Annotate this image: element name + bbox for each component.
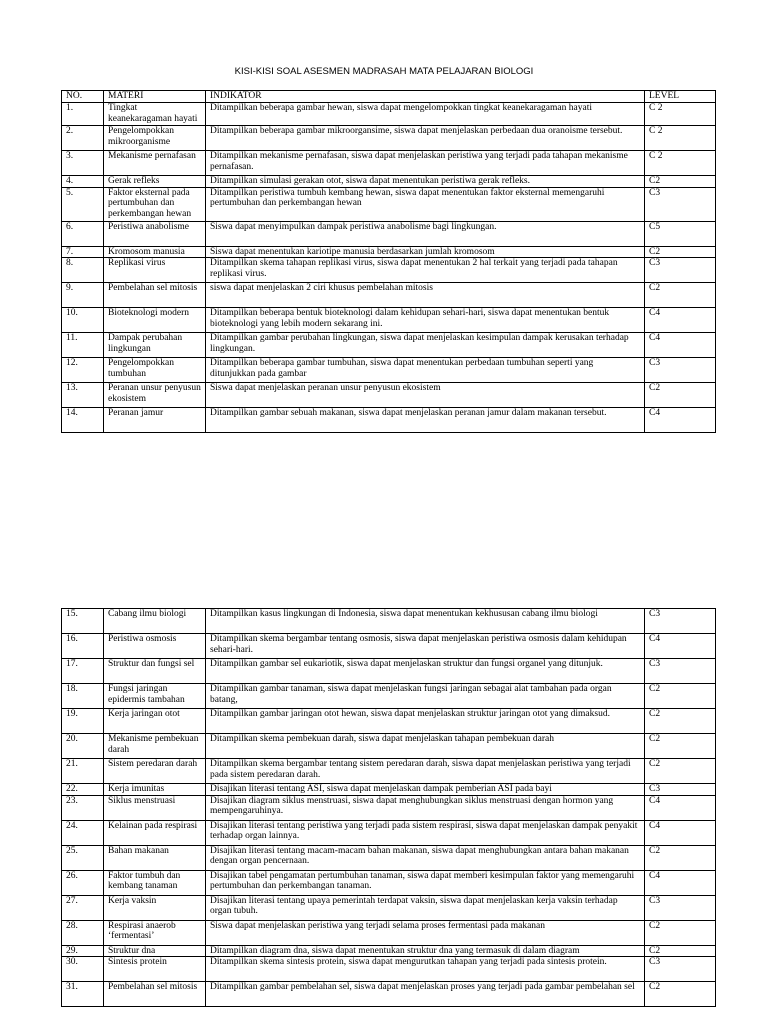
kisi-kisi-table-part-2 <box>61 608 716 1007</box>
row-materi: Sistem peredaran darah <box>104 759 206 784</box>
row-level: C2 <box>645 920 716 945</box>
row-indikator: Ditampilkan mekanisme pernafasan, siswa dapat menjelaskan peristiwa yang terjadi pada tahapan mekanisme pernafasan. <box>206 151 645 176</box>
row-number: 13. <box>62 383 104 408</box>
row-number: 5. <box>62 187 104 221</box>
row-number: 29. <box>62 945 104 957</box>
table-row <box>62 358 716 383</box>
row-level: C5 <box>645 221 716 246</box>
row-level: C4 <box>645 795 716 820</box>
row-number: 10. <box>62 308 104 333</box>
table-row <box>62 408 716 433</box>
row-number: 31. <box>62 982 104 1007</box>
row-number: 20. <box>62 734 104 759</box>
row-number: 28. <box>62 920 104 945</box>
table-row <box>62 945 716 957</box>
row-level: C3 <box>645 187 716 221</box>
row-level: C3 <box>645 358 716 383</box>
row-level: C4 <box>645 308 716 333</box>
row-number: 26. <box>62 870 104 895</box>
row-indikator: Ditampilkan beberapa gambar hewan, siswa dapat mengelompokkan tingkat keanekaragaman hayati <box>206 103 645 126</box>
table-row <box>62 308 716 333</box>
row-indikator: Ditampilkan gambar sebuah makanan, siswa dapat menjelaskan peranan jamur dalam makanan tersebut. <box>206 408 645 433</box>
row-level: C 2 <box>645 151 716 176</box>
row-level: C2 <box>645 709 716 734</box>
row-materi: Kerja imunitas <box>104 784 206 796</box>
row-number: 19. <box>62 709 104 734</box>
row-indikator: Ditampilkan kasus lingkungan di Indonesia, siswa dapat menentukan kekhususan cabang ilmu biologi <box>206 609 645 634</box>
row-number: 6. <box>62 221 104 246</box>
row-materi: Peranan unsur penyusun ekosistem <box>104 383 206 408</box>
row-materi: Peristiwa osmosis <box>104 634 206 659</box>
row-number: 16. <box>62 634 104 659</box>
table-row <box>62 151 716 176</box>
table-row <box>62 246 716 258</box>
table-row <box>62 684 716 709</box>
row-level: C4 <box>645 634 716 659</box>
row-level: C2 <box>645 759 716 784</box>
row-number: 1. <box>62 103 104 126</box>
row-indikator: Ditampilkan skema bergambar tentang sistem peredaran darah, siswa dapat menjelaskan peristiwa yang terjadi pada sistem peredaran darah. <box>206 759 645 784</box>
row-materi: Fungsi jaringan epidermis tambahan <box>104 684 206 709</box>
row-materi: Dampak perubahan lingkungan <box>104 333 206 358</box>
table-row <box>62 609 716 634</box>
row-level: C2 <box>645 982 716 1007</box>
row-number: 21. <box>62 759 104 784</box>
row-materi: Cabang ilmu biologi <box>104 609 206 634</box>
table-row <box>62 709 716 734</box>
row-materi: Mekanisme pernafasan <box>104 151 206 176</box>
row-number: 22. <box>62 784 104 796</box>
row-indikator: Disajikan literasi tentang peristiwa yang terjadi pada sistem respirasi, siswa dapat menjelaskan dampak penyakit terhadap organ lainnya. <box>206 820 645 845</box>
row-number: 7. <box>62 246 104 258</box>
row-materi: Kromosom manusia <box>104 246 206 258</box>
header-materi: MATERI <box>104 91 206 103</box>
row-materi: Peristiwa anabolisme <box>104 221 206 246</box>
row-materi: Respirasi anaerob ‘fermentasi’ <box>104 920 206 945</box>
row-level: C3 <box>645 957 716 982</box>
row-number: 23. <box>62 795 104 820</box>
table-row <box>62 870 716 895</box>
document-title: KISI-KISI SOAL ASESMEN MADRASAH MATA PELAJARAN BIOLOGI <box>234 66 534 77</box>
row-indikator: Siswa dapat menjelaskan peranan unsur penyusun ekosistem <box>206 383 645 408</box>
row-number: 8. <box>62 258 104 283</box>
row-indikator: siswa dapat menjelaskan 2 ciri khusus pembelahan mitosis <box>206 283 645 308</box>
row-materi: Struktur dan fungsi sel <box>104 659 206 684</box>
header-indikator: INDIKATOR <box>206 91 645 103</box>
row-materi: Tingkat keanekaragaman hayati <box>104 103 206 126</box>
row-indikator: Ditampilkan gambar sel eukariotik, siswa dapat menjelaskan struktur dan fungsi organel yang ditunjuk. <box>206 659 645 684</box>
kisi-kisi-table-part-1 <box>61 90 716 433</box>
row-indikator: Disajikan literasi tentang ASI, siswa dapat menjelaskan dampak pemberian ASI pada bayi <box>206 784 645 796</box>
table-row <box>62 187 716 221</box>
row-level: C 2 <box>645 103 716 126</box>
row-indikator: Ditampilkan gambar tanaman, siswa dapat menjelaskan fungsi jaringan sebagai alat tambahan pada organ batang, <box>206 684 645 709</box>
row-indikator: Ditampilkan skema pembekuan darah, siswa dapat menjelaskan tahapan pembekuan darah <box>206 734 645 759</box>
row-materi: Kelainan pada respirasi <box>104 820 206 845</box>
row-materi: Faktor tumbuh dan kembang tanaman <box>104 870 206 895</box>
row-indikator: Ditampilkan gambar jaringan otot hewan, siswa dapat menjelaskan struktur jaringan otot yang dimaksud. <box>206 709 645 734</box>
row-level: C2 <box>645 246 716 258</box>
row-indikator: Ditampilkan skema tahapan replikasi virus, siswa dapat menentukan 2 hal terkait yang terjadi pada tahapan replikasi virus. <box>206 258 645 283</box>
row-number: 25. <box>62 845 104 870</box>
table-row <box>62 895 716 920</box>
table-row <box>62 333 716 358</box>
row-level: C4 <box>645 408 716 433</box>
row-number: 18. <box>62 684 104 709</box>
row-level: C2 <box>645 945 716 957</box>
table-row <box>62 845 716 870</box>
row-materi: Siklus menstruasi <box>104 795 206 820</box>
row-level: C3 <box>645 784 716 796</box>
table-row <box>62 982 716 1007</box>
row-indikator: Ditampilkan beberapa bentuk bioteknologi dalam kehidupan sehari-hari, siswa dapat menentukan bentuk bioteknologi yang lebih modern sekarang ini. <box>206 308 645 333</box>
row-indikator: Siswa dapat menentukan kariotipe manusia berdasarkan jumlah kromosom <box>206 246 645 258</box>
row-number: 11. <box>62 333 104 358</box>
row-number: 9. <box>62 283 104 308</box>
table-row <box>62 920 716 945</box>
table-row <box>62 176 716 188</box>
table-row <box>62 784 716 796</box>
table-row <box>62 258 716 283</box>
table-row <box>62 634 716 659</box>
row-level: C3 <box>645 659 716 684</box>
row-materi: Gerak refleks <box>104 176 206 188</box>
row-materi: Struktur dna <box>104 945 206 957</box>
row-indikator: Disajikan diagram siklus menstruasi, siswa dapat menghubungkan siklus menstruasi dengan hormon yang mempengaruhinya. <box>206 795 645 820</box>
row-indikator: Siswa dapat menjelaskan peristiwa yang terjadi selama proses fermentasi pada makanan <box>206 920 645 945</box>
row-number: 30. <box>62 957 104 982</box>
row-materi: Faktor eksternal pada pertumbuhan dan perkembangan hewan <box>104 187 206 221</box>
row-indikator: Siswa dapat menyimpulkan dampak peristiwa anabolisme bagi lingkungan. <box>206 221 645 246</box>
row-indikator: Disajikan tabel pengamatan pertumbuhan tanaman, siswa dapat memberi kesimpulan faktor yang memengaruhi pertumbuhan dan perkembangan tanaman. <box>206 870 645 895</box>
row-level: C2 <box>645 283 716 308</box>
table-row <box>62 820 716 845</box>
row-number: 4. <box>62 176 104 188</box>
row-materi: Bioteknologi modern <box>104 308 206 333</box>
row-number: 12. <box>62 358 104 383</box>
row-indikator: Ditampilkan skema bergambar tentang osmosis, siswa dapat menjelaskan peristiwa osmosis dalam kehidupan sehari-hari. <box>206 634 645 659</box>
row-level: C4 <box>645 870 716 895</box>
row-indikator: Ditampilkan gambar pembelahan sel, siswa dapat menjelaskan proses yang terjadi pada gambar pembelahan sel <box>206 982 645 1007</box>
row-level: C4 <box>645 333 716 358</box>
row-materi: Peranan jamur <box>104 408 206 433</box>
table-row <box>62 659 716 684</box>
row-materi: Replikasi virus <box>104 258 206 283</box>
row-materi: Kerja jaringan otot <box>104 709 206 734</box>
table-row <box>62 795 716 820</box>
row-level: C2 <box>645 176 716 188</box>
header-level: LEVEL <box>645 91 716 103</box>
header-no: NO. <box>62 91 104 103</box>
row-materi: Pengelompokkan tumbuhan <box>104 358 206 383</box>
row-number: 15. <box>62 609 104 634</box>
row-indikator: Disajikan literasi tentang upaya pemerintah terdapat vaksin, siswa dapat menjelaskan kerja vaksin terhadap organ tubuh. <box>206 895 645 920</box>
row-number: 24. <box>62 820 104 845</box>
row-level: C2 <box>645 845 716 870</box>
table-row <box>62 957 716 982</box>
row-materi: Kerja vaksin <box>104 895 206 920</box>
row-level: C4 <box>645 820 716 845</box>
table-row <box>62 283 716 308</box>
table-row <box>62 383 716 408</box>
row-materi: Mekanisme pembekuan darah <box>104 734 206 759</box>
row-materi: Pengelompokkan mikroorganisme <box>104 126 206 151</box>
row-indikator: Ditampilkan beberapa gambar mikroorgansime, siswa dapat menjelaskan perbedaan dua oranoisme tersebut. <box>206 126 645 151</box>
row-level: C3 <box>645 895 716 920</box>
table-row <box>62 103 716 126</box>
row-number: 27. <box>62 895 104 920</box>
row-level: C2 <box>645 734 716 759</box>
row-materi: Pembelahan sel mitosis <box>104 982 206 1007</box>
row-indikator: Ditampilkan gambar perubahan lingkungan, siswa dapat menjelaskan kesimpulan dampak kerusakan terhadap lingkungan. <box>206 333 645 358</box>
row-number: 2. <box>62 126 104 151</box>
row-indikator: Ditampilkan diagram dna, siswa dapat menentukan struktur dna yang termasuk di dalam diagram <box>206 945 645 957</box>
table-row <box>62 734 716 759</box>
row-indikator: Disajikan literasi tentang macam-macam bahan makanan, siswa dapat menghubungkan antara bahan makanan dengan organ pencernaan. <box>206 845 645 870</box>
row-number: 14. <box>62 408 104 433</box>
row-number: 17. <box>62 659 104 684</box>
row-indikator: Ditampilkan beberapa gambar tumbuhan, siswa dapat menentukan perbedaan tumbuhan seperti yang ditunjukkan pada gambar <box>206 358 645 383</box>
row-indikator: Ditampilkan skema sintesis protein, siswa dapat mengurutkan tahapan yang terjadi pada sintesis protein. <box>206 957 645 982</box>
row-materi: Sintesis protein <box>104 957 206 982</box>
row-indikator: Ditampilkan simulasi gerakan otot, siswa dapat menentukan peristiwa gerak refleks. <box>206 176 645 188</box>
table-row <box>62 126 716 151</box>
row-materi: Bahan makanan <box>104 845 206 870</box>
table-header-row <box>62 91 716 103</box>
row-level: C2 <box>645 684 716 709</box>
row-materi: Pembelahan sel mitosis <box>104 283 206 308</box>
row-level: C 2 <box>645 126 716 151</box>
row-indikator: Ditampilkan peristiwa tumbuh kembang hewan, siswa dapat menentukan faktor eksternal memengaruhi pertumbuhan dan perkembangan hewan <box>206 187 645 221</box>
table-row <box>62 221 716 246</box>
row-number: 3. <box>62 151 104 176</box>
row-level: C3 <box>645 258 716 283</box>
row-level: C3 <box>645 609 716 634</box>
row-level: C2 <box>645 383 716 408</box>
table-row <box>62 759 716 784</box>
